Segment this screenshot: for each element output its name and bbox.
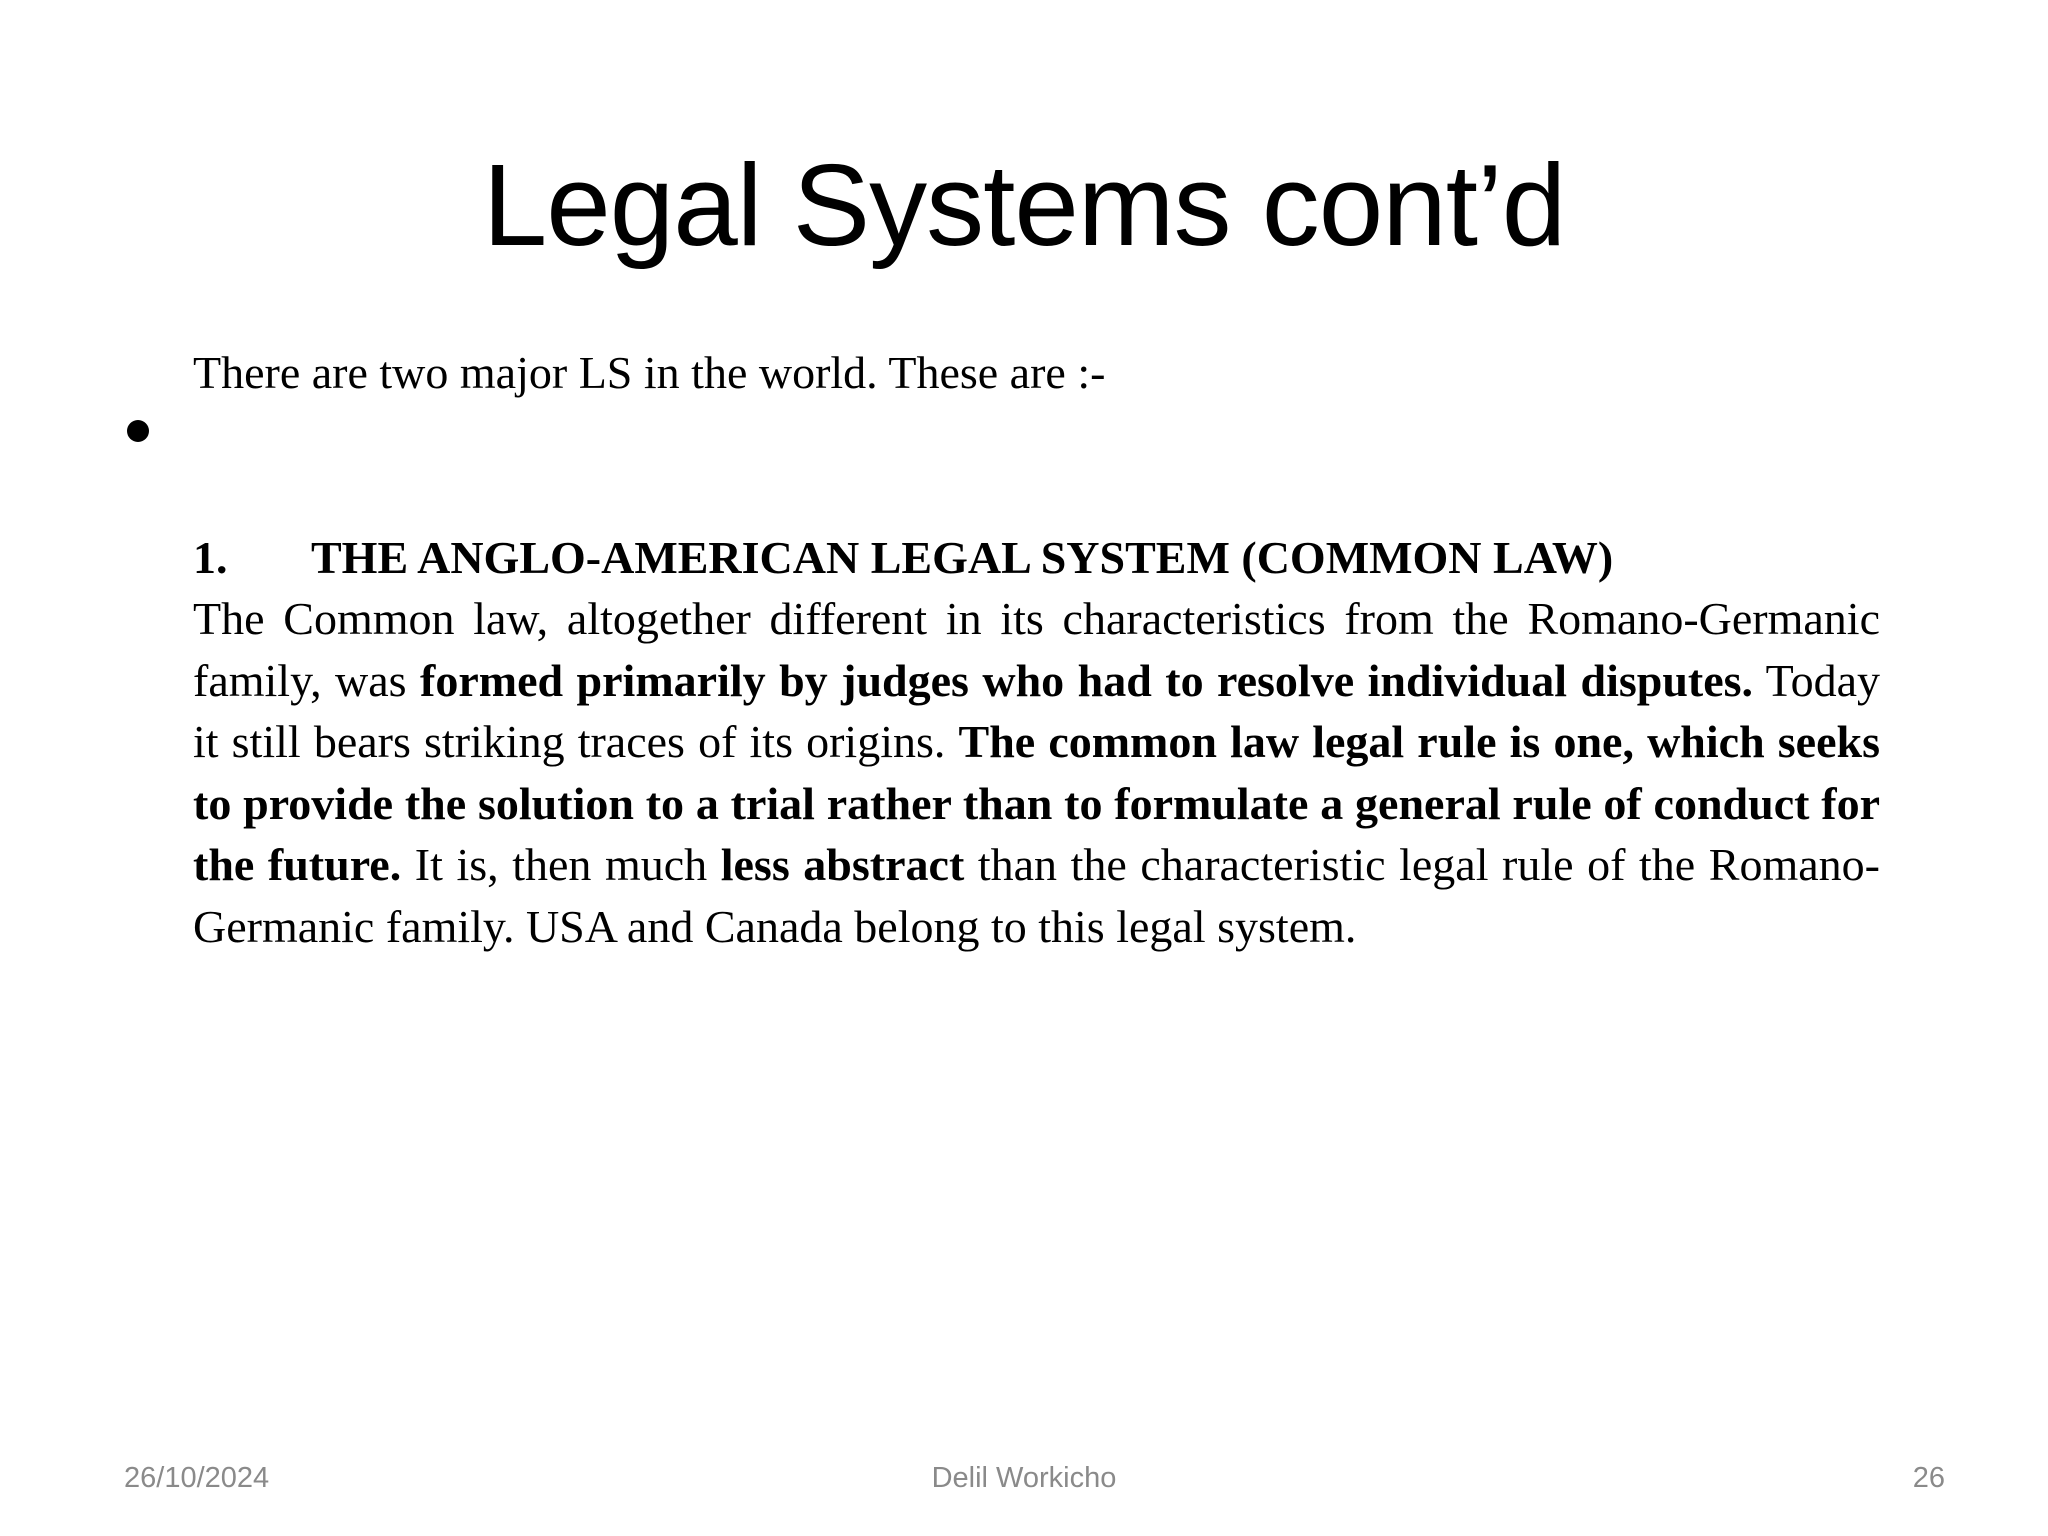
body-text-1: The Common law, altogether different in its characteristics from the Romano-Germanic family, was <box>193 593 1880 706</box>
footer-author: Delil Workicho <box>931 1462 1117 1494</box>
body-paragraph <box>193 588 1880 957</box>
heading-number: 1. <box>193 531 228 583</box>
slide-title: Legal Systems cont’d <box>482 140 1566 270</box>
body-bold-1: formed primarily by judges who had to resolve individual disputes. <box>420 654 1754 706</box>
footer-date: 26/10/2024 <box>124 1462 270 1494</box>
body-text-4: than the characteristic legal rule of the Romano-Germanic family. USA and Canada belong to this legal system. <box>193 839 1880 952</box>
intro-text: There are two major LS in the world. These are :- <box>193 347 1106 398</box>
body-bold-2: The common law legal rule is one, which seeks to provide the solution to a trial rather than to formulate a general rule of conduct for the future. <box>193 716 1880 890</box>
body-text-3: It is, then much <box>401 839 721 890</box>
body-text-2: Today it still bears striking traces of its origins. <box>193 654 1880 767</box>
body-bold-3: less abstract <box>720 839 965 890</box>
bullet-icon <box>127 420 149 442</box>
footer-page-number: 26 <box>1912 1462 1945 1494</box>
heading-text: THE ANGLO-AMERICAN LEGAL SYSTEM (COMMON LAW) <box>311 531 1614 583</box>
section-heading <box>193 527 1880 589</box>
slide-content <box>193 342 1880 957</box>
